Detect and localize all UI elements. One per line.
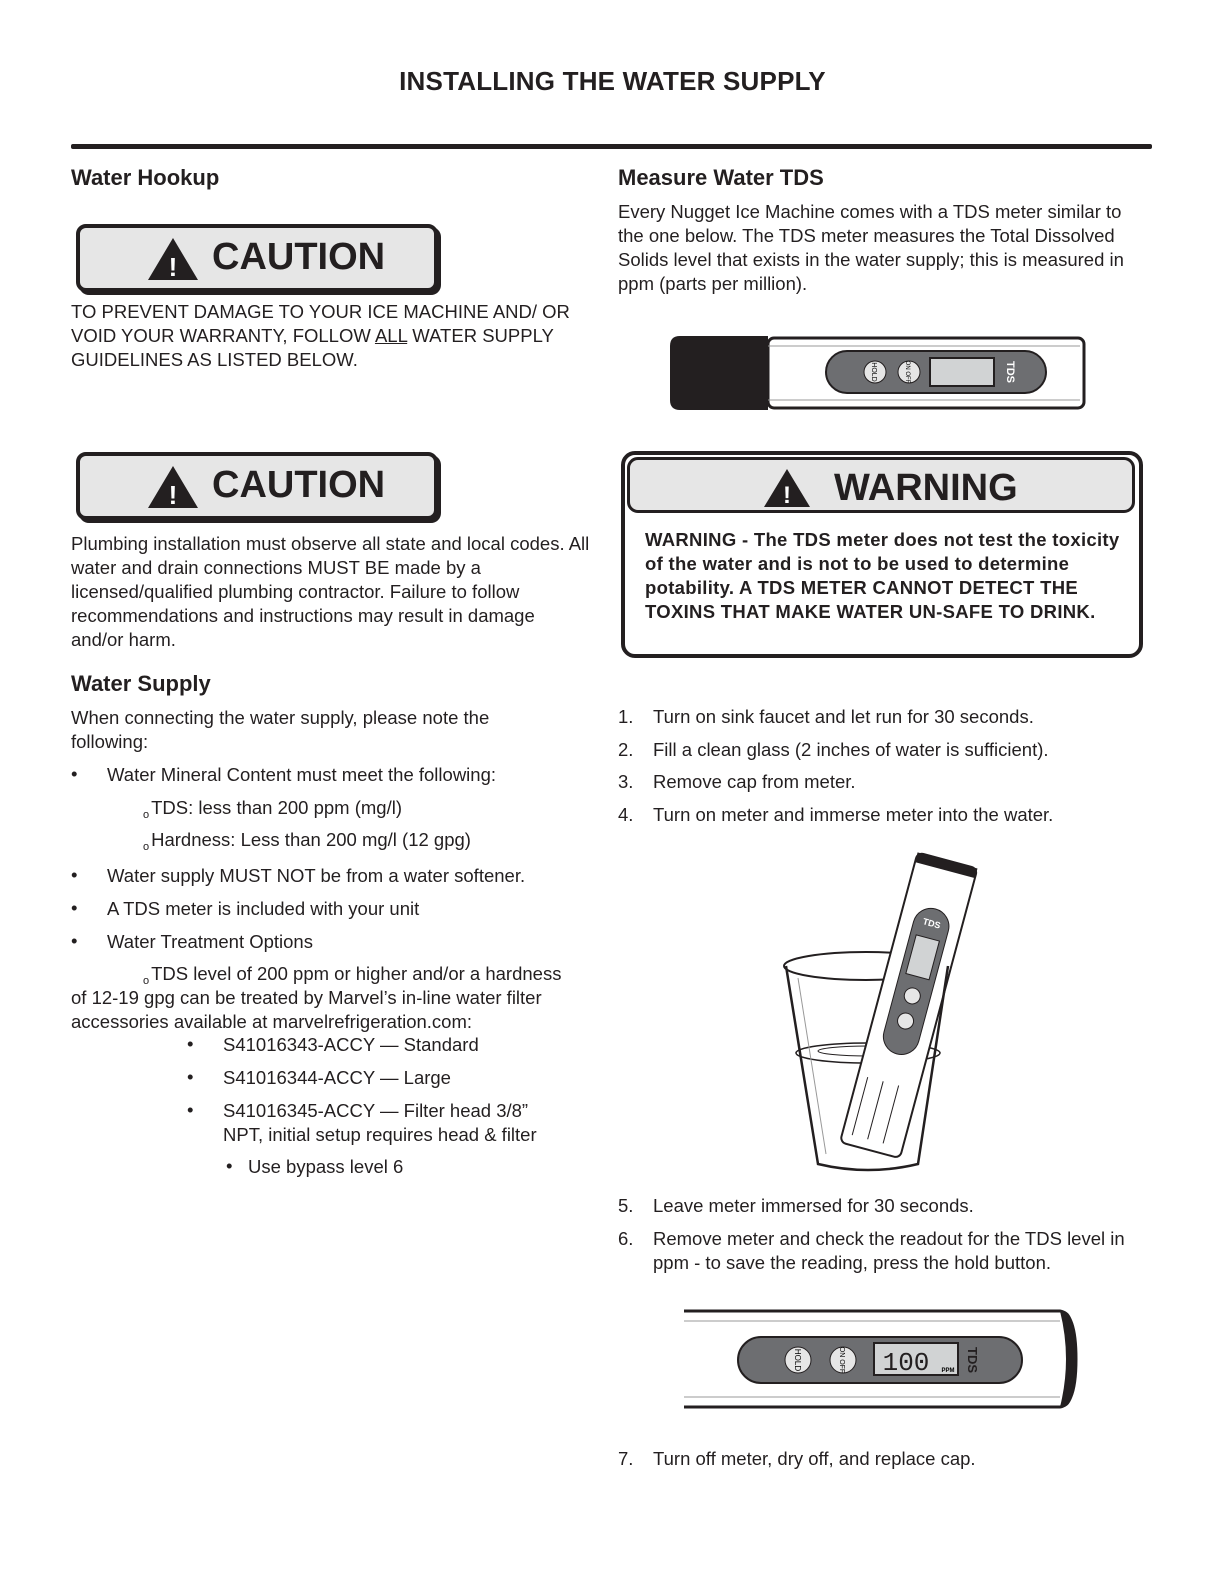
- step-number: 7.: [618, 1448, 634, 1469]
- tds-meter-illustration: [668, 332, 1090, 414]
- step-number: 2.: [618, 739, 634, 760]
- bullet: •: [71, 930, 78, 951]
- filter-item: S41016343-ACCY — Standard: [223, 1034, 479, 1055]
- warning-header: [627, 457, 1135, 513]
- svg-text:100: 100: [882, 1348, 930, 1378]
- warning-text: WARNING - The TDS meter does not test the toxicity of the water and is not to be used to determine potability. A TDS METER CANNOT DETECT THE TOXINS THAT MAKE WATER UN-SAFE TO DRINK.: [645, 529, 1120, 622]
- bullet: •: [71, 763, 78, 784]
- svg-text:TDS: TDS: [1004, 361, 1016, 383]
- filter-sub-item: Use bypass level 6: [248, 1156, 404, 1177]
- measure-tds-heading: Measure Water TDS: [618, 165, 824, 190]
- list-item: $_o$ TDS level of 200 ppm or higher and/or a hardness: [143, 963, 562, 987]
- caution-label-box: [76, 452, 438, 520]
- measure-tds-intro: Every Nugget Ice Machine comes with a TDS meter similar to the one below. The TDS meter measures the Total Dissolved Solids level that exists in the water supply; this is measured in ppm (parts per million).: [618, 201, 1124, 294]
- meter-in-glass-illustration: [780, 848, 980, 1176]
- caution-label: CAUTION: [212, 464, 386, 506]
- svg-text:!: !: [783, 482, 791, 509]
- step-number: 6.: [618, 1228, 634, 1249]
- step-number: 5.: [618, 1195, 634, 1216]
- water-supply-intro: When connecting the water supply, please note the following:: [71, 707, 490, 752]
- caution-label: CAUTION: [212, 236, 386, 278]
- bullet: •: [226, 1155, 233, 1176]
- warning-triangle-icon: [762, 467, 812, 509]
- svg-text:ON OFF: ON OFF: [904, 360, 910, 384]
- list-item: Water Mineral Content must meet the following:: [107, 764, 497, 785]
- svg-text:HOLD: HOLD: [793, 1348, 802, 1372]
- list-item: Water supply MUST NOT be from a water softener.: [107, 865, 526, 886]
- water-hookup-heading: Water Hookup: [71, 165, 220, 190]
- header-divider: [71, 144, 1152, 149]
- bullet: •: [187, 1099, 194, 1120]
- warning-triangle-icon: [146, 236, 200, 282]
- step-text: Remove cap from meter.: [653, 771, 856, 792]
- warning-triangle-icon: [146, 464, 200, 510]
- step-number: 4.: [618, 804, 634, 825]
- step-text: Remove meter and check the readout for the TDS level in ppm - to save the reading, press the hold button.: [653, 1228, 1125, 1273]
- filter-item: S41016344-ACCY — Large: [223, 1067, 451, 1088]
- svg-text:PPM: PPM: [941, 1368, 955, 1374]
- water-supply-heading: Water Supply: [71, 671, 211, 696]
- list-item: $_o$ TDS: less than 200 ppm (mg/l): [143, 797, 402, 821]
- svg-text:ON OFF: ON OFF: [838, 1346, 845, 1374]
- svg-text:!: !: [168, 252, 178, 282]
- step-text: Turn on sink faucet and let run for 30 seconds.: [653, 706, 1034, 727]
- step-text: Fill a clean glass (2 inches of water is sufficient).: [653, 739, 1049, 760]
- warning-label: WARNING: [834, 467, 1018, 509]
- treatment-text: of 12-19 gpg can be treated by Marvel’s in-line water filter accessories available at marvelrefrigeration.com:: [71, 987, 542, 1032]
- bullet: •: [71, 897, 78, 918]
- step-text: Leave meter immersed for 30 seconds.: [653, 1195, 974, 1216]
- caution-label-box: [76, 224, 438, 292]
- filter-item: S41016345-ACCY — Filter head 3/8” NPT, initial setup requires head & filter: [223, 1100, 537, 1145]
- tds-meter-reading-illustration: [680, 1305, 1080, 1413]
- bullet: •: [187, 1033, 194, 1054]
- step-text: Turn on meter and immerse meter into the water.: [653, 804, 1054, 825]
- list-item: $_o$ Hardness: Less than 200 mg/l (12 gpg): [143, 829, 471, 853]
- list-item: Water Treatment Options: [107, 931, 313, 952]
- bullet: •: [187, 1066, 194, 1087]
- step-number: 3.: [618, 771, 634, 792]
- svg-text:HOLD: HOLD: [870, 362, 877, 382]
- warning-box: [621, 451, 1143, 658]
- list-item: A TDS meter is included with your unit: [107, 898, 420, 919]
- step-text: Turn off meter, dry off, and replace cap.: [653, 1448, 976, 1469]
- plumbing-text: Plumbing installation must observe all state and local codes. All water and drain connections MUST BE made by a licensed/qualified plumbing contractor. Failure to follow recommendations and instructions may result in damage and/or harm.: [71, 533, 590, 650]
- bullet: •: [71, 864, 78, 885]
- step-number: 1.: [618, 706, 634, 727]
- svg-text:TDS: TDS: [921, 916, 942, 931]
- svg-text:TDS: TDS: [965, 1347, 980, 1373]
- page-title: INSTALLING THE WATER SUPPLY: [399, 66, 826, 96]
- caution-text: TO PREVENT DAMAGE TO YOUR ICE MACHINE AND/ OR VOID YOUR WARRANTY, FOLLOW ALL WATER SUPPLY GUIDELINES AS LISTED BELOW.: [71, 301, 570, 370]
- svg-text:!: !: [168, 480, 178, 510]
